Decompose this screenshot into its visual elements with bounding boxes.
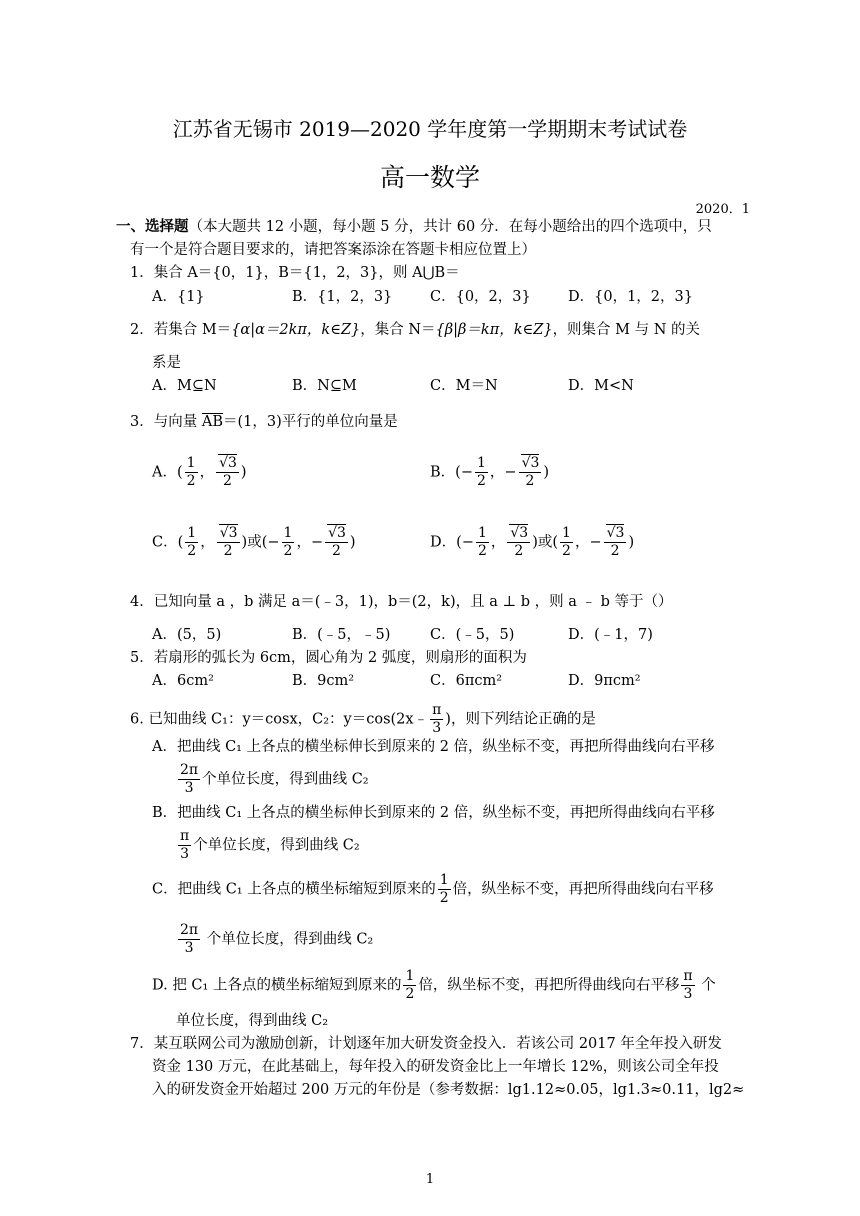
q3-option-c: C．( $\frac{1}{2}$ ， $\frac{√3}{2}$ )或(− $\frac{1}{2}$ ，− $\frac{√3}{2}$ ) [152,525,356,559]
fraction: $\frac{√3}{2}$ [325,525,348,560]
fraction: $\frac{√3}{2}$ [519,455,542,490]
q6-option-a-line2: $\frac{2\pi}{3}$ 个单位长度，得到曲线 C₂ [180,762,369,796]
q3-option-a: A．( $\frac{1}{2}$ ， $\frac{√3}{2}$ ) [152,455,247,489]
section-heading-line [116,217,712,237]
q1-option-c: C．{0，2，3} [430,289,531,305]
q5-option-b: B．9cm² [292,673,355,689]
q2-stem [130,320,700,340]
fraction: $\frac{1}{2}$ [562,525,571,559]
fraction: $\frac{2\pi}{3}$ [180,922,199,956]
q3-option-d: D．(− $\frac{1}{2}$ ， $\frac{√3}{2}$ )或( $\frac{1}{2}$ ，− $\frac{√3}{2}$ ) [430,525,635,559]
fraction: $\frac{1}{2}$ [186,455,196,489]
q3-option-b-label: B． [430,464,456,481]
q5-stem: 5．若扇形的弧长为 6cm，圆心角为 2 弧度，则扇形的面积为 [130,650,527,666]
fraction: $\frac{1}{2}$ [477,525,487,559]
fraction: $\frac{√3}{2}$ [216,455,239,490]
q3-option-b: B．(− $\frac{1}{2}$ ，− $\frac{√3}{2}$ ) [430,455,550,489]
q2-option-a: A．M⊆N [152,378,217,394]
q6-stem-a: 6. 已知曲线 C₁：y＝cosx，C₂：y＝cos(2x﹣ [130,711,429,728]
q6-option-c-line2: $\frac{2\pi}{3}$ 个单位长度，得到曲线 C₂ [180,922,374,956]
q1-option-b: B．{1，2，3} [292,289,393,305]
q4-option-a: A．(5，5) [152,627,222,643]
fraction: $\frac{1}{2}$ [283,525,293,559]
fraction: $\frac{\pi}{3}$ [683,968,693,1002]
fraction: $\frac{\pi}{3}$ [180,828,190,862]
exam-subtitle: 高一数学 [379,163,480,192]
q4-option-d: D．(﹣1，7) [568,627,653,643]
q2-stem-b: ，集合 N＝ [360,322,436,338]
q4-option-b: B．(﹣5，﹣5) [292,627,391,643]
q3-stem [130,412,398,432]
q2-set-m: {α|α＝2kπ，k∈Z} [231,322,361,338]
q6-option-d-line2: 单位长度，得到曲线 C₂ [176,1013,329,1029]
q1-option-d: D．{0，1，2，3} [568,289,693,305]
q7-line2: 资金 130 万元，在此基础上，每年投入的研发资金比上一年增长 12%，则该公司全年投 [152,1059,719,1075]
section-intro-1: （本大题共 12 小题，每小题 5 分，共计 60 分．在每小题给出的四个选项中，只 [188,219,712,235]
q3-option-d-label: D． [430,534,457,551]
q2-stem-a: 2．若集合 M＝ [130,322,232,338]
q2-option-c: C．M＝N [430,378,498,394]
q6-option-b-line1: B．把曲线 C₁ 上各点的横坐标伸长到原来的 2 倍，纵坐标不变，再把所得曲线向右平移 [152,805,715,821]
q7-line1: 7．某互联网公司为激励创新，计划逐年加大研发资金投入．若该公司 2017 年全年投入研发 [130,1036,722,1052]
q1-stem: 1．集合 A＝{0，1}，B＝{1，2，3}，则 A⋃B＝ [130,265,460,281]
q4-option-c: C．(﹣5，5) [430,627,515,643]
exam-date: 2020．1 [695,202,750,217]
q6-option-b-line2: $\frac{\pi}{3}$ 个单位长度，得到曲线 C₂ [180,828,360,862]
q5-option-d: D．9πcm² [568,673,641,689]
fraction: $\frac{1}{2}$ [187,525,197,559]
q1-option-a: A．{1} [152,289,205,305]
q6-option-d-line1: D. 把 C₁ 上各点的横坐标缩短到原来的 $\frac{1}{2}$ 倍，纵坐标不变，再把所得曲线向右平移 $\frac{\pi}{3}$ 个 [152,968,716,1002]
fraction: $\frac{√3}{2}$ [217,525,240,560]
q6-stem [130,702,596,737]
q4-stem: 4．已知向量 a ，b 满足 a＝(﹣3，1)，b＝(2，k)，且 a ⊥ b ，则 a ﹣ b 等于（） [130,594,673,610]
q6-option-a-line1: A．把曲线 C₁ 上各点的横坐标伸长到原来的 2 倍，纵坐标不变，再把所得曲线向右平移 [152,739,715,755]
section-intro-2: 有一个是符合题目要求的，请把答案添涂在答题卡相应位置上） [130,242,536,258]
page-number: 1 [425,1172,435,1187]
fraction: $\frac{1}{2}$ [439,872,449,906]
q5-option-c: C．6πcm² [430,673,503,689]
fraction: $\frac{2\pi}{3}$ [180,762,199,796]
fraction: $\frac{√3}{2}$ [604,525,627,560]
fraction: $\frac{1}{2}$ [405,968,415,1002]
q3-option-a-label: A． [152,464,177,481]
q2-option-b: B．N⊆M [292,378,357,394]
q2-stem-2: 系是 [152,355,181,371]
section-heading: 一、选择题 [116,218,189,235]
q6-stem-b: )，则下列结论正确的是 [445,711,596,728]
q5-option-a: A．6cm² [152,673,214,689]
q7-line3: 入的研发资金开始超过 200 万元的年份是（参考数据：lg1.12≈0.05，lg1.3≈0.11，lg2≈ [152,1082,745,1098]
q3-vector-ab: AB [201,414,223,430]
q2-option-d: D．M<N [568,378,634,394]
q3-stem-b: ＝(1，3)平行的单位向量是 [222,414,398,430]
fraction: $\frac{1}{2}$ [476,455,486,489]
fraction: $\frac{\pi}{3}$ [432,702,442,736]
fraction: $\frac{√3}{2}$ [507,525,530,560]
q2-stem-c: ，则集合 M 与 N 的关 [552,322,701,338]
q6-option-c-line1: C．把曲线 C₁ 上各点的横坐标缩短到原来的 $\frac{1}{2}$ 倍，纵坐标不变，再把所得曲线向右平移 [152,872,714,906]
q3-stem-a: 3．与向量 [130,414,202,430]
q3-option-c-label: C． [152,534,178,551]
exam-title: 江苏省无锡市 2019—2020 学年度第一学期期末考试试卷 [172,117,688,141]
q2-set-n: {β|β＝kπ，k∈Z} [435,322,553,338]
